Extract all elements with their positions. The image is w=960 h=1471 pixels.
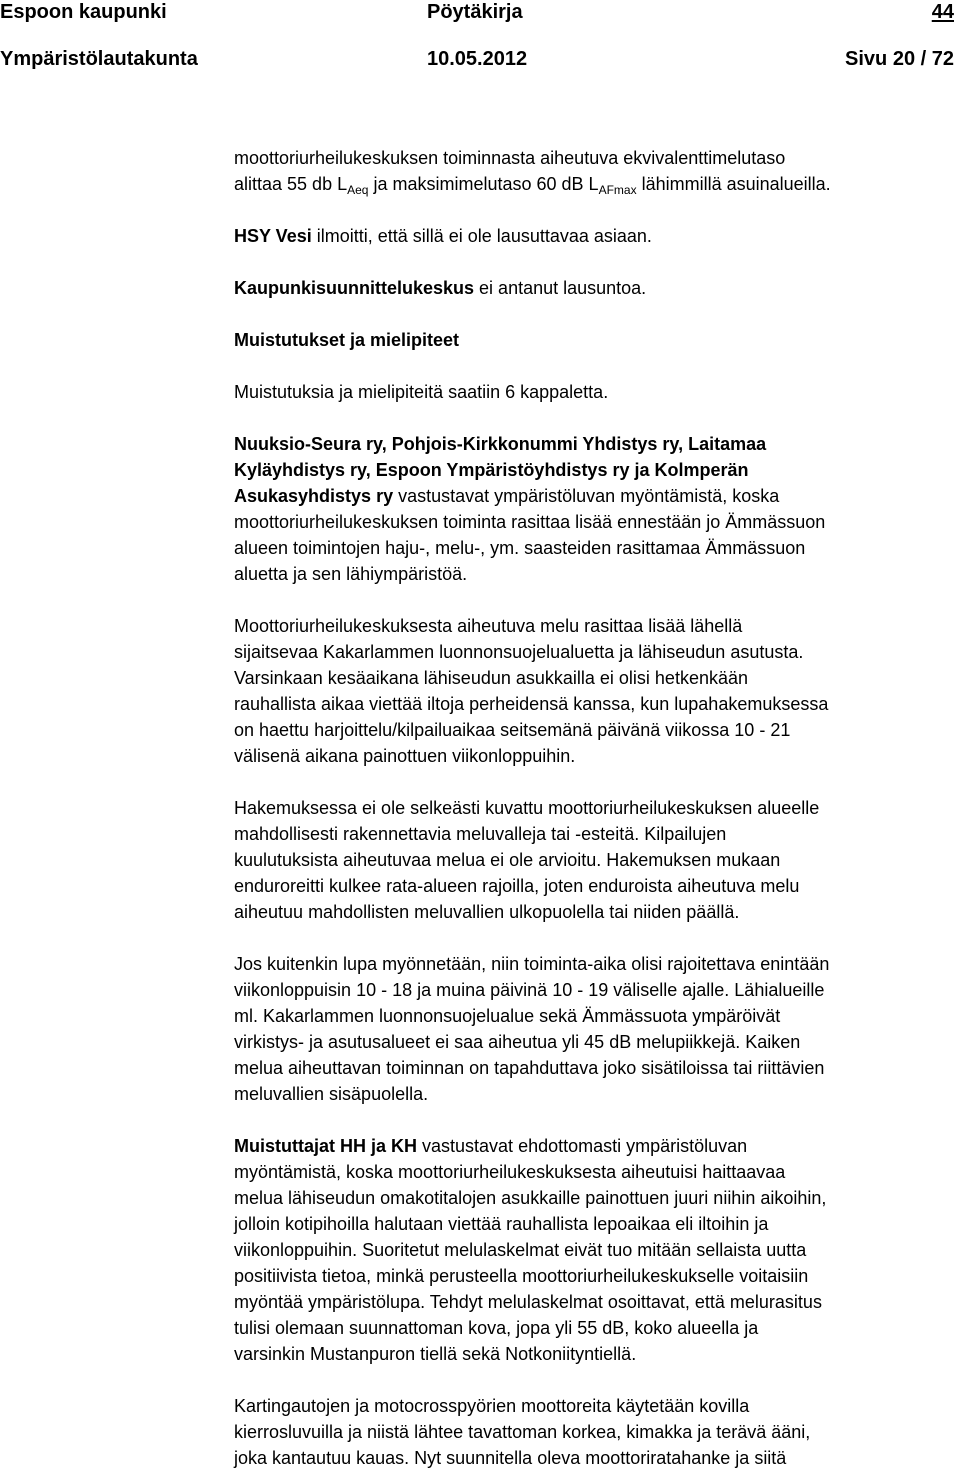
text-fragment: alittaa 55 db L xyxy=(234,174,348,194)
text-line: alueen toimintojen haju-, melu-, ym. saasteiden rasittamaa Ämmässuon xyxy=(234,538,806,558)
text-line: melua lähiseudun omakotitalojen asukkaille painottuen juuri niihin aikoihin, xyxy=(234,1188,827,1208)
paragraph-noise-barriers xyxy=(234,795,960,925)
header-page-label: Sivu 20 / 72 xyxy=(845,48,954,70)
paragraph-objectors-hh-kh xyxy=(234,1133,960,1367)
text-fragment: lähimmillä asuinalueilla. xyxy=(636,174,831,194)
section-heading xyxy=(234,327,960,353)
text-line xyxy=(234,1133,960,1159)
paragraph-associations xyxy=(234,431,960,587)
bold-org-name: Kyläyhdistys ry, Espoon Ympäristöyhdistys ry ja Kolmperän xyxy=(234,460,749,480)
paragraph-karting xyxy=(234,1393,960,1471)
heading-text: Muistutukset ja mielipiteet xyxy=(234,330,460,350)
text-fragment: ilmoitti, että sillä ei ole lausuttavaa asiaan. xyxy=(311,226,652,246)
text-line: tulisi olemaan suunnattoman kova, jopa yli 55 dB, koko alueella ja xyxy=(234,1318,759,1338)
text-line: moottoriurheilukeskuksen toiminnasta aiheutuva ekvivalenttimelutaso xyxy=(234,148,786,168)
paragraph-count: Muistutuksia ja mielipiteitä saatiin 6 kappaletta. xyxy=(234,382,609,402)
text-line: on haettu harjoittelu/kilpailuaikaa seitsemänä päivänä viikossa 10 - 21 xyxy=(234,720,791,740)
text-line: myöntämistä, koska moottoriurheilukeskuksesta aiheutuisi haittaavaa xyxy=(234,1162,786,1182)
paragraph-planning-centre xyxy=(234,275,960,301)
bold-org-name: Asukasyhdistys ry xyxy=(234,486,394,506)
text-line xyxy=(234,171,960,197)
text-line: välisenä aikana painottuen viikonloppuihin. xyxy=(234,746,576,766)
text-line: viikonloppuihin. Suoritetut melulaskelmat eivät tuo mitään sellaista uutta xyxy=(234,1240,807,1260)
header-item-number: 44 xyxy=(931,1,954,23)
text-line: kuulutuksista aiheutuvaa melua ei ole arvioitu. Hakemuksen mukaan xyxy=(234,850,781,870)
text-line: jolloin kotipihoilla halutaan viettää rauhallista lepoaikaa eli iltoihin ja xyxy=(234,1214,769,1234)
paragraph-operating-hours xyxy=(234,951,960,1107)
text-line: viikonloppuisin 10 - 18 ja muina päivinä 10 - 19 väliselle ajalle. Lähialueille xyxy=(234,980,825,1000)
text-line: meluvallien sisäpuolella. xyxy=(234,1084,429,1104)
text-line: kierrosluvuilla ja niistä lähtee tavattoman korkea, kimakka ja terävä ääni, xyxy=(234,1422,811,1442)
text-line: myöntää ympäristölupa. Tehdyt melulaskelmat osoittavat, että melurasitus xyxy=(234,1292,822,1312)
header-date: 10.05.2012 xyxy=(427,48,528,70)
bold-org-name: Nuuksio-Seura ry, Pohjois-Kirkkonummi Yhdistys ry, Laitamaa xyxy=(234,434,767,454)
header-city: Espoon kaupunki xyxy=(0,1,167,23)
paragraph-noise-impact xyxy=(234,613,960,769)
subscript-afmax: AFmax xyxy=(598,183,637,197)
text-line xyxy=(234,483,960,509)
text-line: sijaitsevaa Kakarlammen luonnonsuojelualuetta ja lähiseudun asutusta. xyxy=(234,642,804,662)
text-line: ml. Kakarlammen luonnonsuojelualue sekä Ämmässuota ympäröivät xyxy=(234,1006,781,1026)
text-fragment: vastustavat ehdottomasti ympäristöluvan xyxy=(417,1136,748,1156)
subscript-aeq: Aeq xyxy=(347,183,369,197)
text-line xyxy=(234,431,960,457)
text-line: moottoriurheilukeskuksen toiminta rasittaa lisää ennestään jo Ämmässuon xyxy=(234,512,826,532)
text-line: melua aiheuttavan toiminnan on tapahduttava joko sisätiloissa tai riittävien xyxy=(234,1058,825,1078)
text-line: Varsinkaan kesäaikana lähiseudun asukkailla ei olisi hetkenkään xyxy=(234,668,748,688)
text-line: mahdollisesti rakennettavia meluvalleja tai -esteitä. Kilpailujen xyxy=(234,824,727,844)
bold-objector-name: Muistuttajat HH ja KH xyxy=(234,1136,418,1156)
text-line: aiheutuu mahdollisten meluvallien ulkopuolella tai niiden päällä. xyxy=(234,902,740,922)
text-line: Hakemuksessa ei ole selkeästi kuvattu moottoriurheilukeskuksen alueelle xyxy=(234,798,820,818)
text-line: Kartingautojen ja motocrosspyörien moottoreita käytetään kovilla xyxy=(234,1396,750,1416)
text-line: Moottoriurheilukeskuksesta aiheutuva melu rasittaa lisää lähellä xyxy=(234,616,743,636)
text-line: positiivista tietoa, minkä perusteella moottoriurheilukeskukselle voitaisiin xyxy=(234,1266,809,1286)
document-body xyxy=(234,145,960,1471)
text-line: joka kantautuu kauas. Nyt suunnitella oleva moottoriratahanke ja siitä xyxy=(234,1448,787,1468)
text-line: virkistys- ja asutusalueet ei saa aiheutua yli 45 dB melupiikkejä. Kaiken xyxy=(234,1032,801,1052)
bold-org-name: HSY Vesi xyxy=(234,226,312,246)
text-line: enduroreitti kulkee rata-alueen rajoilla, joten enduroista aiheutuva melu xyxy=(234,876,800,896)
header-doc-type: Pöytäkirja xyxy=(427,1,523,23)
text-line xyxy=(234,457,960,483)
bold-org-name: Kaupunkisuunnittelukeskus xyxy=(234,278,475,298)
paragraph-hsy-vesi xyxy=(234,223,960,249)
text-line: varsinkin Mustanpuron tiellä sekä Notkoniityntiellä. xyxy=(234,1344,637,1364)
text-line: Jos kuitenkin lupa myönnetään, niin toiminta-aika olisi rajoitettava enintään xyxy=(234,954,830,974)
header-committee: Ympäristölautakunta xyxy=(0,48,198,70)
text-line: aluetta ja sen lähiympäristöä. xyxy=(234,564,468,584)
text-fragment: ei antanut lausuntoa. xyxy=(474,278,647,298)
paragraph-noise-levels xyxy=(234,145,960,197)
text-fragment: vastustavat ympäristöluvan myöntämistä, koska xyxy=(393,486,780,506)
text-line: rauhallista aikaa viettää iltoja perheidensä kanssa, kun lupahakemuksessa xyxy=(234,694,829,714)
text-fragment: ja maksimimelutaso 60 dB L xyxy=(368,174,599,194)
